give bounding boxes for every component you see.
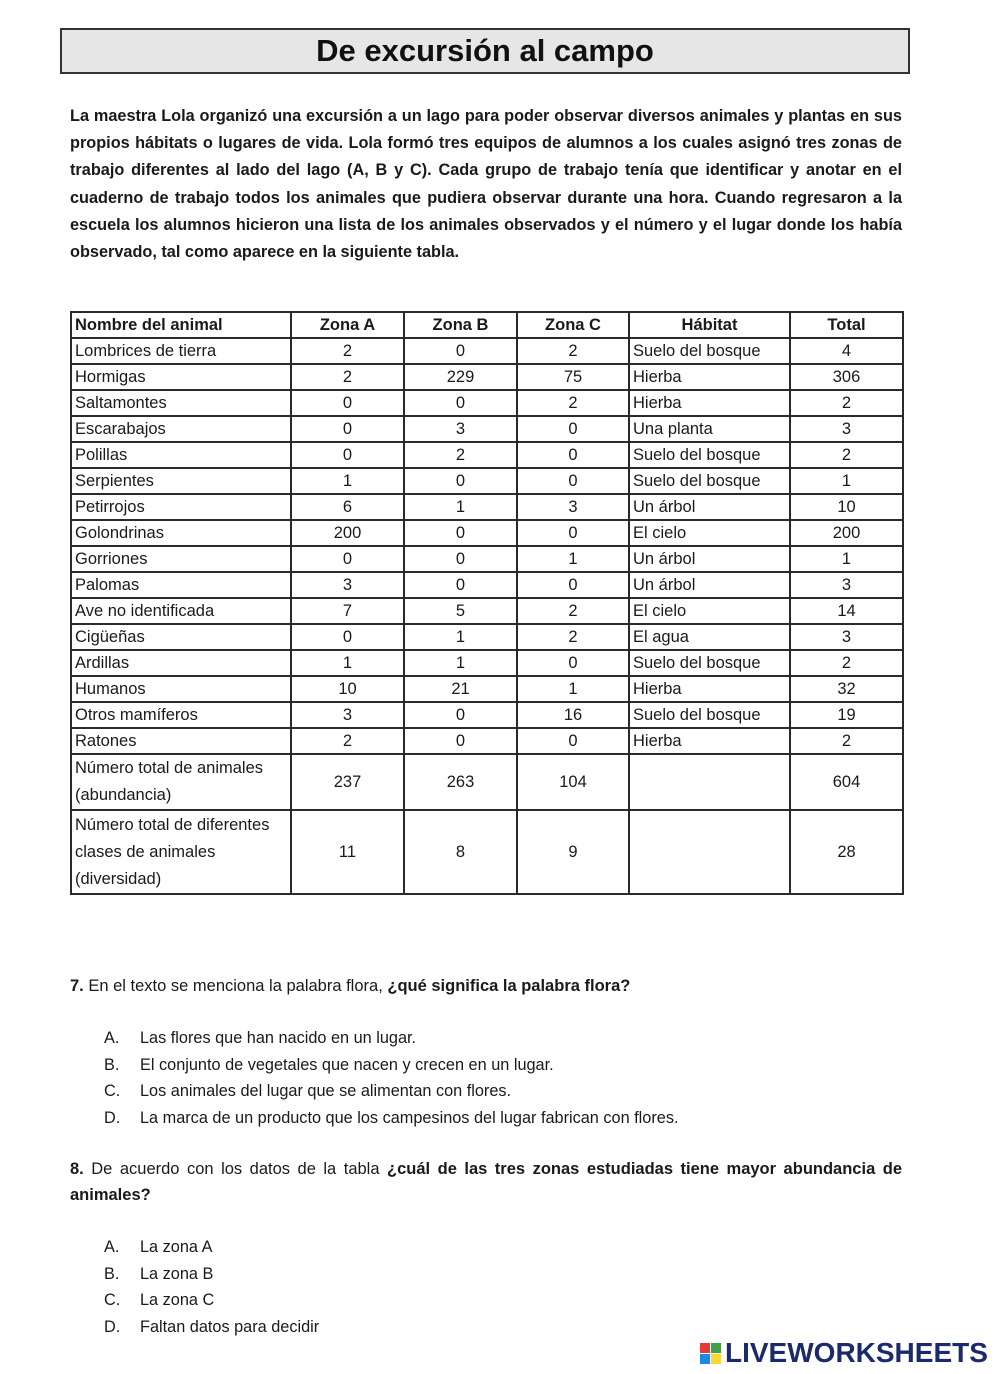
cell-zona-b: 0 [404,702,517,728]
q7-option-c-text: Los animales del lugar que se alimentan con flores. [140,1082,512,1100]
cell-zona-b: 1 [404,650,517,676]
cell-zona-c: 2 [517,624,629,650]
cell-zona-a: 0 [291,624,404,650]
header-zona-c: Zona C [517,312,629,338]
cell-habitat: Hierba [629,364,790,390]
cell-animal: Polillas [71,442,291,468]
cell-zona-a: 0 [291,442,404,468]
cell-animal: Cigüeñas [71,624,291,650]
cell-zona-b: 0 [404,572,517,598]
cell-total: 200 [790,520,903,546]
table-row [71,728,903,754]
q7-option-b-text: El conjunto de vegetales que nacen y crecen en un lugar. [140,1055,554,1074]
q8-option-a-letter: A. [104,1238,120,1256]
question-7-question: ¿qué significa la palabra flora? [387,977,631,995]
cell-habitat: El agua [629,624,790,650]
cell-animal: Ardillas [71,650,291,676]
q8-option-b-text: La zona B [140,1264,214,1283]
q7-option-c-letter: C. [104,1082,121,1100]
table-header-row [71,312,903,338]
cell-zona-a: 10 [291,676,404,702]
cell-habitat: Suelo del bosque [629,442,790,468]
cell-total: 2 [790,390,903,416]
cell-zona-a: 2 [291,364,404,390]
cell-zona-c: 2 [517,598,629,624]
cell-zona-c: 0 [517,416,629,442]
cell-animal: Petirrojos [71,494,291,520]
q8-option-d[interactable] [104,1314,319,1341]
q8-option-d-text: Faltan datos para decidir [140,1317,320,1336]
cell-total: 2 [790,728,903,754]
cell-zona-b: 3 [404,416,517,442]
cell-total: 306 [790,364,903,390]
table-row [71,676,903,702]
diversity-total: 28 [790,810,903,894]
q8-option-d-letter: D. [104,1317,121,1336]
cell-animal: Otros mamíferos [71,702,291,728]
diversity-label: Número total de diferentes clases de animales (diversidad) [71,810,291,894]
header-habitat: Hábitat [629,312,790,338]
cell-zona-c: 0 [517,650,629,676]
cell-zona-b: 2 [404,442,517,468]
question-8 [70,1156,902,1208]
q8-option-b[interactable] [104,1261,319,1288]
cell-total: 3 [790,416,903,442]
cell-zona-b: 0 [404,338,517,364]
logo-square-icon [700,1343,710,1353]
abundance-zona-b: 263 [404,754,517,810]
table-row [71,650,903,676]
logo-wordmark: LIVEWORKSHEETS [725,1337,988,1368]
cell-zona-a: 0 [291,546,404,572]
cell-zona-c: 0 [517,572,629,598]
cell-zona-c: 1 [517,676,629,702]
table-row [71,624,903,650]
header-zona-a: Zona A [291,312,404,338]
q8-option-a-text: La zona A [140,1238,213,1256]
q7-option-d[interactable] [104,1105,679,1132]
cell-zona-a: 0 [291,390,404,416]
cell-total: 3 [790,624,903,650]
question-7-number: 7. [70,977,84,995]
cell-zona-c: 2 [517,338,629,364]
question-8-options [104,1234,319,1340]
q8-option-c-letter: C. [104,1291,121,1309]
q7-option-a[interactable] [104,1025,679,1052]
table-row [71,702,903,728]
cell-zona-a: 0 [291,416,404,442]
cell-total: 19 [790,702,903,728]
animal-table [70,311,904,895]
cell-zona-b: 0 [404,546,517,572]
cell-zona-b: 0 [404,468,517,494]
cell-zona-b: 0 [404,520,517,546]
q8-option-b-letter: B. [104,1264,120,1283]
question-8-number: 8. [70,1160,84,1178]
cell-habitat: Hierba [629,728,790,754]
header-animal: Nombre del animal [71,312,291,338]
abundance-total: 604 [790,754,903,810]
header-total: Total [790,312,903,338]
q8-option-c[interactable] [104,1287,319,1314]
abundance-zona-c: 104 [517,754,629,810]
cell-zona-c: 16 [517,702,629,728]
logo-mark-icon [700,1343,721,1364]
cell-zona-a: 2 [291,728,404,754]
cell-zona-b: 1 [404,624,517,650]
table-row [71,598,903,624]
q7-option-b[interactable] [104,1052,679,1079]
cell-animal: Humanos [71,676,291,702]
q7-option-d-text: La marca de un producto que los campesinos del lugar fabrican con flores. [140,1108,679,1127]
cell-animal: Escarabajos [71,416,291,442]
cell-habitat: El cielo [629,520,790,546]
table-row [71,416,903,442]
abundance-row [71,754,903,810]
question-8-text: De acuerdo con los datos de la tabla [83,1160,388,1178]
cell-animal: Saltamontes [71,390,291,416]
cell-habitat: Un árbol [629,546,790,572]
diversity-zona-c: 9 [517,810,629,894]
cell-animal: Gorriones [71,546,291,572]
cell-habitat: Suelo del bosque [629,468,790,494]
question-7 [70,973,902,999]
cell-animal: Ratones [71,728,291,754]
cell-habitat: El cielo [629,598,790,624]
table-row [71,468,903,494]
cell-zona-a: 3 [291,572,404,598]
table-row [71,494,903,520]
cell-total: 2 [790,442,903,468]
cell-zona-c: 1 [517,546,629,572]
abundance-habitat [629,754,790,810]
table-row [71,338,903,364]
cell-habitat: Suelo del bosque [629,650,790,676]
cell-zona-c: 0 [517,468,629,494]
cell-zona-c: 3 [517,494,629,520]
cell-zona-a: 6 [291,494,404,520]
cell-zona-b: 5 [404,598,517,624]
cell-zona-a: 3 [291,702,404,728]
cell-total: 3 [790,572,903,598]
q7-option-a-letter: A. [104,1029,120,1047]
cell-habitat: Hierba [629,676,790,702]
cell-zona-c: 0 [517,442,629,468]
page-title: De excursión al campo [316,33,654,68]
cell-zona-a: 7 [291,598,404,624]
question-8-question: ¿cuál de las tres zonas estudiadas tiene mayor abundancia de animales? [70,1160,902,1204]
cell-total: 10 [790,494,903,520]
diversity-zona-b: 8 [404,810,517,894]
abundance-zona-a: 237 [291,754,404,810]
cell-total: 4 [790,338,903,364]
cell-total: 32 [790,676,903,702]
header-zona-b: Zona B [404,312,517,338]
cell-total: 2 [790,650,903,676]
table-body [71,338,903,754]
cell-zona-c: 0 [517,728,629,754]
diversity-habitat [629,810,790,894]
q7-option-c[interactable] [104,1078,679,1105]
cell-zona-c: 0 [517,520,629,546]
logo-square-icon [711,1354,721,1364]
q7-option-b-letter: B. [104,1055,120,1074]
diversity-zona-a: 11 [291,810,404,894]
cell-total: 14 [790,598,903,624]
cell-animal: Golondrinas [71,520,291,546]
logo-square-icon [700,1354,710,1364]
cell-total: 1 [790,546,903,572]
title-box [60,28,910,74]
table-row [71,390,903,416]
q7-option-a-text: Las flores que han nacido en un lugar. [140,1029,417,1047]
cell-habitat: Suelo del bosque [629,338,790,364]
q8-option-c-text: La zona C [140,1291,215,1309]
cell-zona-b: 0 [404,728,517,754]
cell-animal: Lombrices de tierra [71,338,291,364]
cell-zona-a: 1 [291,468,404,494]
q8-option-a[interactable] [104,1234,319,1261]
diversity-row [71,810,903,894]
table-row [71,572,903,598]
cell-zona-a: 1 [291,650,404,676]
cell-total: 1 [790,468,903,494]
cell-habitat: Un árbol [629,572,790,598]
logo-square-icon [711,1343,721,1353]
cell-habitat: Suelo del bosque [629,702,790,728]
table-row [71,520,903,546]
cell-habitat: Un árbol [629,494,790,520]
cell-zona-a: 2 [291,338,404,364]
cell-animal: Ave no identificada [71,598,291,624]
cell-zona-c: 75 [517,364,629,390]
q7-option-d-letter: D. [104,1108,121,1127]
liveworksheets-logo [700,1338,988,1368]
question-7-options [104,1025,679,1131]
cell-habitat: Una planta [629,416,790,442]
cell-zona-c: 2 [517,390,629,416]
intro-paragraph: La maestra Lola organizó una excursión a un lago para poder observar diversos animales y plantas en sus propios hábitats o lugares de vida. Lola formó tres equipos de alumnos a los cuales asignó tres zonas de trabajo diferentes al lado del lago (A, B y C). Cada grupo de trabajo tenía que identificar y anotar en el cuaderno de trabajo todos los animales que pudiera observar durante una hora. Cuando regresaron a la escuela los alumnos hicieron una lista de los animales observados y el número y el lugar donde los había observado, tal como aparece en la siguiente tabla. [70,107,902,262]
table-row [71,364,903,390]
cell-habitat: Hierba [629,390,790,416]
cell-animal: Palomas [71,572,291,598]
cell-zona-a: 200 [291,520,404,546]
abundance-label: Número total de animales (abundancia) [71,754,291,810]
table-row [71,442,903,468]
cell-zona-b: 1 [404,494,517,520]
cell-animal: Serpientes [71,468,291,494]
cell-animal: Hormigas [71,364,291,390]
cell-zona-b: 229 [404,364,517,390]
cell-zona-b: 21 [404,676,517,702]
cell-zona-b: 0 [404,390,517,416]
question-7-text: En el texto se menciona la palabra flora, [83,977,388,995]
table-row [71,546,903,572]
